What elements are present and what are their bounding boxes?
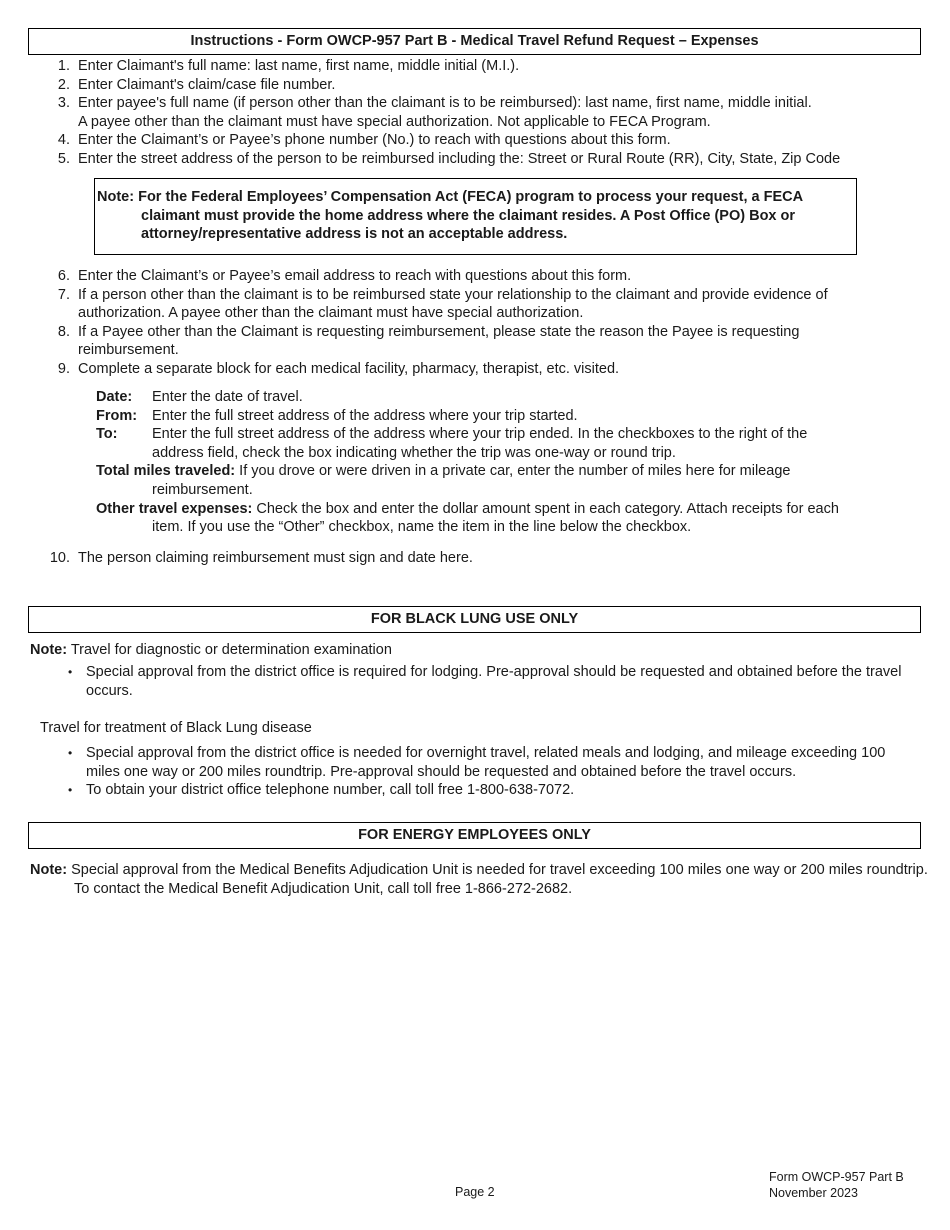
instruction-list-b <box>30 267 925 379</box>
item-text: Enter Claimant's claim/case file number. <box>78 76 336 93</box>
note-text: Special approval from the Medical Benefits Adjudication Unit is needed for travel exceeding 100 miles one way or 200 miles roundtrip. To contact the Medical Benefit Adjudication Unit, call toll free 1-866-272-2682. <box>71 862 928 897</box>
instruction-list-c <box>30 549 925 568</box>
list-item <box>30 94 925 131</box>
definition-text: Enter the full street address of the address where your trip started. <box>152 407 578 424</box>
definition-from <box>96 407 876 426</box>
list-item <box>30 267 925 286</box>
bullet-text: Special approval from the district office is needed for overnight travel, related meals and lodging, and mileage exceeding 100 miles one way or 200 miles roundtrip. Pre-approval should be requested and obtained before the travel occurs. <box>86 745 886 780</box>
instruction-list-a <box>30 57 925 169</box>
bullet-icon: • <box>68 746 73 760</box>
item-number: 3. <box>57 95 70 112</box>
list-item <box>30 131 925 150</box>
black-lung-bullet <box>68 744 923 781</box>
item-number: 8. <box>57 323 70 340</box>
bullet-icon: • <box>68 783 73 797</box>
item-text: Enter the Claimant’s or Payee’s phone number (No.) to reach with questions about this form. <box>78 132 671 149</box>
note-text: For the Federal Employees’ Compensation Act (FECA) program to process your request, a FECA claimant must provide the home address where the claimant resides. A Post Office (PO) Box or attorney/representative address is not an acceptable address. <box>138 189 803 243</box>
item-number: 7. <box>57 286 70 303</box>
list-item <box>30 360 925 379</box>
bullet-icon: • <box>68 665 73 679</box>
item-text-line1: Enter payee's full name (if person other than the claimant is to be reimbursed): last name, first name, middle initial. <box>78 95 812 112</box>
item-text: If a person other than the claimant is to be reimbursed state your relationship to the claimant and provide evidence of authorization. A payee other than the claimant must have special authorization. <box>78 286 828 322</box>
item-text: Enter Claimant's full name: last name, first name, middle initial (M.I.). <box>78 58 520 74</box>
black-lung-note <box>30 641 392 660</box>
feca-note <box>97 188 856 244</box>
field-definitions <box>96 388 876 537</box>
definition-text: Enter the date of travel. <box>152 389 303 405</box>
definition-label: To: <box>96 426 118 443</box>
feca-note-box <box>94 178 857 255</box>
item-number: 9. <box>57 360 70 377</box>
black-lung-bullet <box>68 781 923 800</box>
instructions-header: Instructions - Form OWCP-957 Part B - Medical Travel Refund Request – Expenses <box>28 28 921 55</box>
definition-text: Check the box and enter the dollar amount spent in each category. Attach receipts for each item. If you use the “Other” checkbox, name the item in the line below the checkbox. <box>152 500 839 536</box>
list-item <box>30 549 925 568</box>
item-text-line2: A payee other than the claimant must have special authorization. Not applicable to FECA Program. <box>78 113 711 130</box>
item-text: Enter the street address of the person to be reimbursed including the: Street or Rural Route (RR), City, State, Zip Code <box>78 150 841 167</box>
form-name: Form OWCP-957 Part B <box>769 1170 904 1184</box>
definition-label: Date: <box>96 389 133 405</box>
note-label: Note: <box>30 862 68 878</box>
definition-label: From: <box>96 407 138 424</box>
black-lung-bullet <box>68 663 923 700</box>
definition-text: If you drove or were driven in a private car, enter the number of miles here for mileage reimbursement. <box>152 463 791 498</box>
definition-miles <box>96 462 876 499</box>
definition-label: Total miles traveled: <box>96 463 236 480</box>
definition-text: Enter the full street address of the address where your trip ended. In the checkboxes to the right of the address field, check the box indicating whether the trip was one-way or round trip. <box>152 426 808 461</box>
definition-label: Other travel expenses: <box>96 500 253 517</box>
item-text: Enter the Claimant’s or Payee’s email address to reach with questions about this form. <box>78 268 632 284</box>
definition-date <box>96 388 876 407</box>
black-lung-subhead: Travel for treatment of Black Lung disease <box>40 720 312 736</box>
definition-to <box>96 425 876 462</box>
item-text: Complete a separate block for each medical facility, pharmacy, therapist, etc. visited. <box>78 360 620 377</box>
energy-note <box>30 861 934 898</box>
form-date: November 2023 <box>769 1186 858 1200</box>
item-number: 5. <box>57 150 70 167</box>
bullet-text: To obtain your district office telephone number, call toll free 1-800-638-7072. <box>86 782 575 798</box>
page-number: Page 2 <box>455 1185 495 1199</box>
form-id <box>769 1169 904 1201</box>
list-item <box>30 57 925 76</box>
list-item <box>30 76 925 95</box>
list-item <box>30 323 925 360</box>
item-number: 2. <box>57 76 70 93</box>
note-text: Travel for diagnostic or determination examination <box>70 642 392 658</box>
note-label: Note: <box>97 189 135 205</box>
item-text <box>78 94 925 131</box>
bullet-text: Special approval from the district office is required for lodging. Pre-approval should be requested and obtained before the travel occurs. <box>86 664 902 699</box>
item-text: The person claiming reimbursement must sign and date here. <box>78 550 473 566</box>
item-number: 1. <box>57 58 70 74</box>
item-number: 10. <box>49 550 70 566</box>
energy-header: FOR ENERGY EMPLOYEES ONLY <box>28 822 921 849</box>
black-lung-header: FOR BLACK LUNG USE ONLY <box>28 606 921 633</box>
item-text: If a Payee other than the Claimant is requesting reimbursement, please state the reason the Payee is requesting reimbursement. <box>78 323 800 359</box>
list-item <box>30 150 925 169</box>
item-number: 4. <box>57 132 70 149</box>
list-item <box>30 286 925 323</box>
definition-other <box>96 500 876 537</box>
note-label: Note: <box>30 642 68 658</box>
item-number: 6. <box>57 268 70 284</box>
